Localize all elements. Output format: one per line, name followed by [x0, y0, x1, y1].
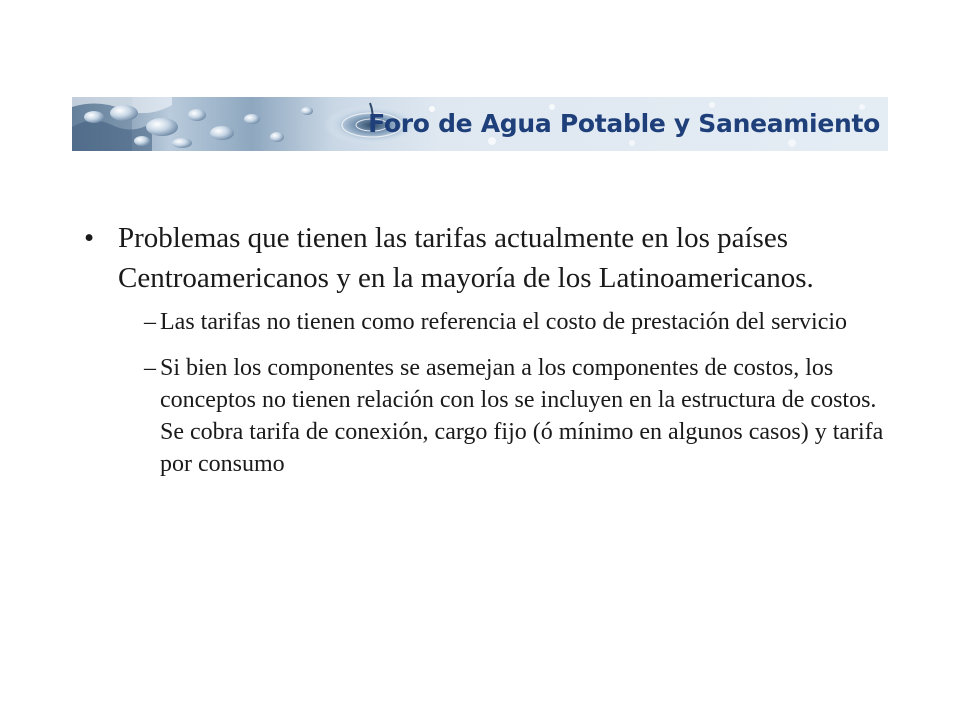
slide-body: [78, 218, 888, 494]
bullet-text: Problemas que tienen las tarifas actualmente en los países Centroamericanos y en la mayoría de los Latinoamericanos.: [118, 222, 814, 294]
bullet-marker: •: [84, 222, 95, 254]
header-banner: [72, 97, 888, 151]
sub-bullet-text: Las tarifas no tienen como referencia el costo de prestación del servicio: [160, 309, 848, 335]
bullet-item: [78, 218, 888, 298]
dash-marker: –: [144, 355, 156, 381]
dash-marker: –: [144, 309, 156, 335]
banner-title: Foro de Agua Potable y Saneamiento: [368, 109, 880, 138]
sub-bullet-text: Si bien los componentes se asemejan a los componentes de costos, los conceptos no tienen relación con los se incluyen en la estructura de costos. Se cobra tarifa de conexión, cargo fijo (ó mínimo en algunos casos) y tarifa por consumo: [160, 355, 884, 477]
sub-bullet-item: [78, 306, 888, 338]
sub-bullet-item: [78, 352, 888, 480]
